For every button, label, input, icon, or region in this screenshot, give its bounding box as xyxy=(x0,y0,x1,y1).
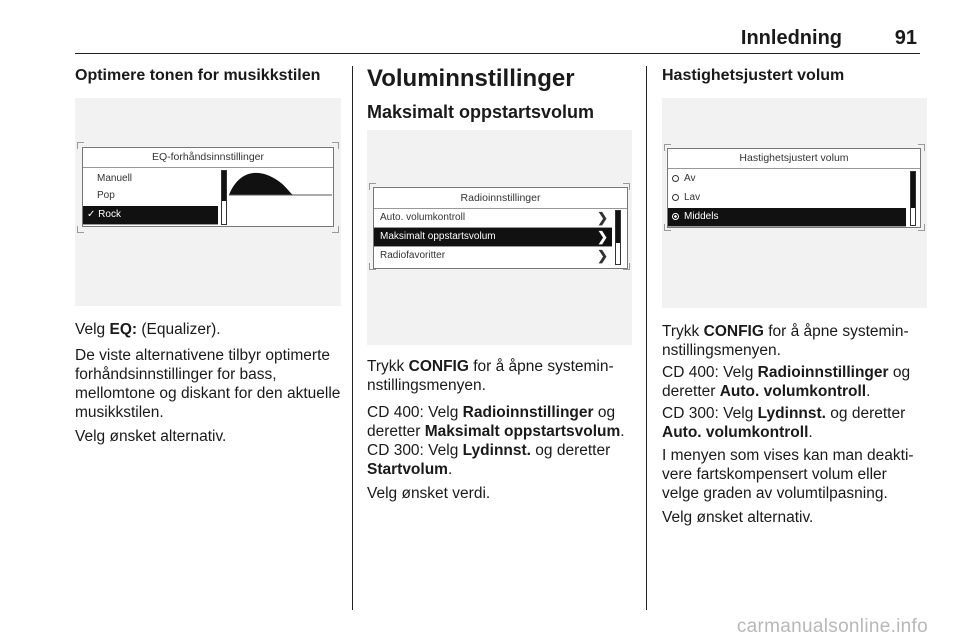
menu-item-selected[interactable]: ✓ Rock xyxy=(83,206,218,225)
paragraph: Velg ønsket alternativ. xyxy=(75,428,227,445)
scrollbar[interactable] xyxy=(221,170,227,225)
panel-title: Hastighetsjustert volum xyxy=(739,152,849,164)
watermark: carmanualsonline.info xyxy=(736,616,928,637)
paragraph: CD 400: Velg Radioinnstillinger og deretter Auto. volumkontroll. xyxy=(662,364,911,400)
chevron-right-icon: ❯ xyxy=(597,248,608,263)
paragraph: CD 400: Velg Radioinnstillinger og deretter Maksimalt oppstartsvolum. xyxy=(367,404,625,440)
menu-item[interactable]: Auto. volumkontroll ❯ xyxy=(374,209,612,228)
chevron-right-icon: ❯ xyxy=(597,229,608,244)
paragraph: I menyen som vises kan man deaktivere fartskompensert volum eller velge graden av volumtilpasning. xyxy=(662,447,914,502)
paragraph: Velg EQ: (Equalizer). xyxy=(75,321,221,338)
check-icon: ✓ xyxy=(87,209,96,220)
radio-option-selected[interactable]: Middels xyxy=(668,208,906,227)
paragraph: De viste alternativene tilbyr optimerte forhåndsinnstillinger for bass, mellomtone og diskant for den aktuelle musikkstilen. xyxy=(75,347,341,421)
speed-volume-panel xyxy=(667,148,921,228)
radio-settings-screen-image xyxy=(367,130,632,345)
column-divider xyxy=(646,66,647,610)
eq-curve-graphic xyxy=(229,170,332,210)
paragraph: Velg ønsket verdi. xyxy=(367,485,491,502)
speed-volume-screen-image xyxy=(662,98,927,308)
menu-item[interactable]: Radiofavoritter ❯ xyxy=(380,248,608,263)
eq-panel xyxy=(82,147,334,227)
chapter-title: Innledning xyxy=(740,27,842,49)
paragraph: CD 300: Velg Lydinnst. og deretter Auto. volumkontroll. xyxy=(662,405,906,441)
section-heading: Voluminnstillinger xyxy=(367,65,575,92)
scrollbar[interactable] xyxy=(910,171,916,226)
page-header xyxy=(75,27,920,54)
section-heading: Optimere tonen for musikkstilen xyxy=(75,67,321,84)
section-heading: Hastighetsjustert volum xyxy=(662,67,845,84)
menu-item[interactable]: Pop xyxy=(97,190,115,201)
radio-icon xyxy=(672,175,679,182)
menu-item-selected[interactable]: Maksimalt oppstartsvolum ❯ xyxy=(374,228,612,247)
column-divider xyxy=(352,66,353,610)
scrollbar[interactable] xyxy=(615,210,621,265)
paragraph: Velg ønsket alternativ. xyxy=(662,509,814,526)
eq-screen-image xyxy=(75,98,341,306)
radio-settings-panel xyxy=(373,187,628,269)
section-subheading: Maksimalt oppstartsvolum xyxy=(367,102,595,122)
menu-item[interactable]: Manuell xyxy=(97,173,133,184)
paragraph: Trykk CONFIG for å åpne systeminnstillingsmenyen. xyxy=(367,358,614,394)
paragraph: Trykk CONFIG for å åpne systeminnstillingsmenyen. xyxy=(662,323,909,359)
chevron-right-icon: ❯ xyxy=(597,210,608,225)
panel-title: Radioinnstillinger xyxy=(460,192,541,204)
paragraph: CD 300: Velg Lydinnst. og deretter Startvolum. xyxy=(367,442,611,478)
radio-option[interactable]: Av xyxy=(668,170,906,189)
page-number: 91 xyxy=(894,27,917,49)
radio-icon xyxy=(672,194,679,201)
panel-title: EQ-forhåndsinnstillinger xyxy=(151,151,265,163)
radio-option[interactable]: Lav xyxy=(668,189,906,208)
radio-selected-icon xyxy=(672,213,679,220)
